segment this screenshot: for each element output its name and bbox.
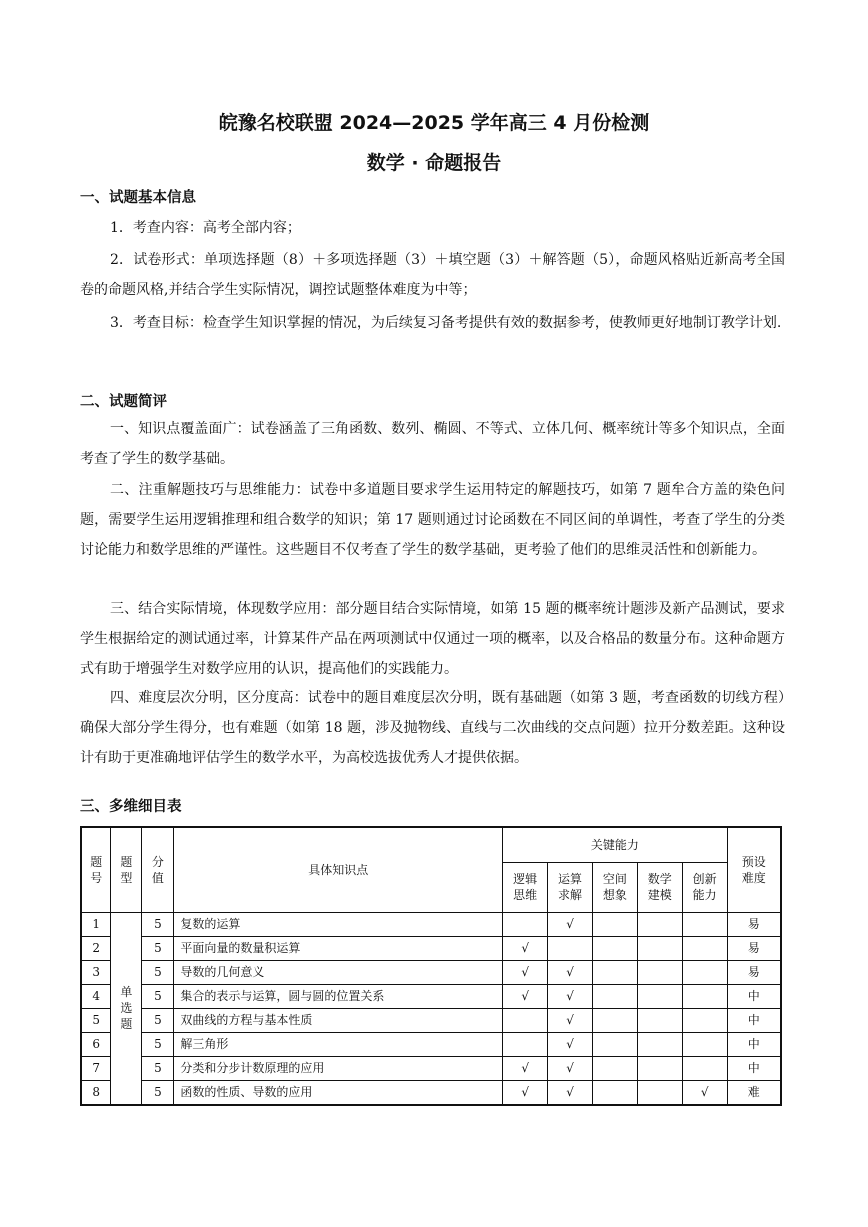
info-item-format: 2．试卷形式：单项选择题（8）＋多项选择题（3）＋填空题（3）＋解答题（5），命题风格贴近新高考全国卷的命题风格,并结合学生实际情况，调控试题整体难度为中等； <box>80 252 785 298</box>
table-row <box>81 984 781 1008</box>
cell-knowledge: 平面向量的数量积运算 <box>174 936 503 960</box>
cell-check-mark: √ <box>548 1080 593 1105</box>
cell-knowledge: 集合的表示与运算，圆与圆的位置关系 <box>174 984 503 1008</box>
cell-check-mark <box>637 1008 682 1032</box>
cell-difficulty: 易 <box>727 960 781 984</box>
cell-check-mark: √ <box>548 984 593 1008</box>
cell-difficulty: 中 <box>727 984 781 1008</box>
table-row <box>81 936 781 960</box>
cell-check-mark <box>637 960 682 984</box>
cell-num: 5 <box>81 1008 111 1032</box>
cell-score: 5 <box>142 936 174 960</box>
header-abilities: 关键能力 <box>503 827 727 862</box>
table-row <box>81 1032 781 1056</box>
cell-score: 5 <box>142 960 174 984</box>
cell-check-mark: √ <box>503 936 548 960</box>
cell-check-mark <box>503 912 548 936</box>
cell-score: 5 <box>142 1056 174 1080</box>
cell-num: 1 <box>81 912 111 936</box>
cell-difficulty: 易 <box>727 912 781 936</box>
cell-difficulty: 中 <box>727 1008 781 1032</box>
cell-knowledge: 复数的运算 <box>174 912 503 936</box>
table-row <box>81 1008 781 1032</box>
cell-score: 5 <box>142 1032 174 1056</box>
cell-score: 5 <box>142 984 174 1008</box>
header-type: 题 型 <box>111 827 142 912</box>
cell-difficulty: 难 <box>727 1080 781 1105</box>
header-knowledge: 具体知识点 <box>174 827 503 912</box>
review-paragraph-3: 三、结合实际情境，体现数学应用：部分题目结合实际情境，如第 15 题的概率统计题涉及新产品测试，要求学生根据给定的测试通过率，计算某件产品在两项测试中仅通过一项的概率，以及合格品的数量分布。这种命题方式有助于增强学生对数学应用的认识，提高他们的实践能力。 <box>80 601 785 677</box>
cell-difficulty: 中 <box>727 1056 781 1080</box>
cell-knowledge: 解三角形 <box>174 1032 503 1056</box>
review-paragraph-2: 二、注重解题技巧与思维能力：试卷中多道题目要求学生运用特定的解题技巧，如第 7 题牟合方盖的染色问题，需要学生运用逻辑推理和组合数学的知识；第 17 题则通过讨论函数在不同区间的单调性，考查了学生的分类讨论能力和数学思维的严谨性。这些题目不仅考查了学生的数学基础，更考验了他们的思维灵活性和创新能力。 <box>80 482 785 558</box>
table-row <box>81 960 781 984</box>
cell-check-mark <box>637 912 682 936</box>
cell-check-mark: √ <box>503 960 548 984</box>
review-paragraph-1: 一、知识点覆盖面广：试卷涵盖了三角函数、数列、椭圆、不等式、立体几何、概率统计等多个知识点，全面考查了学生的数学基础。 <box>80 421 785 467</box>
cell-check-mark <box>682 960 727 984</box>
cell-check-mark <box>592 912 637 936</box>
cell-knowledge: 函数的性质、导数的应用 <box>174 1080 503 1105</box>
header-ability-2: 空间 想象 <box>592 862 637 912</box>
cell-check-mark: √ <box>548 912 593 936</box>
table-row <box>81 1080 781 1105</box>
cell-knowledge: 导数的几何意义 <box>174 960 503 984</box>
header-ability-1: 运算 求解 <box>548 862 593 912</box>
cell-num: 8 <box>81 1080 111 1105</box>
table-row <box>81 1056 781 1080</box>
cell-check-mark <box>592 1032 637 1056</box>
header-num: 题 号 <box>81 827 111 912</box>
header-difficulty: 预设 难度 <box>727 827 781 912</box>
cell-check-mark <box>592 960 637 984</box>
cell-check-mark: √ <box>503 1080 548 1105</box>
cell-check-mark <box>503 1032 548 1056</box>
cell-knowledge: 双曲线的方程与基本性质 <box>174 1008 503 1032</box>
cell-difficulty: 易 <box>727 936 781 960</box>
header-ability-3: 数学 建模 <box>637 862 682 912</box>
cell-check-mark: √ <box>548 1008 593 1032</box>
cell-check-mark <box>637 1080 682 1105</box>
info-item-goal: 3．考查目标：检查学生知识掌握的情况，为后续复习备考提供有效的数据参考，使教师更好地制订教学计划. <box>110 315 782 331</box>
cell-check-mark <box>592 1080 637 1105</box>
cell-check-mark: √ <box>548 960 593 984</box>
cell-check-mark <box>592 1056 637 1080</box>
cell-knowledge: 分类和分步计数原理的应用 <box>174 1056 503 1080</box>
cell-num: 7 <box>81 1056 111 1080</box>
cell-check-mark <box>682 912 727 936</box>
cell-check-mark <box>682 1008 727 1032</box>
cell-check-mark: √ <box>548 1056 593 1080</box>
header-score: 分 值 <box>142 827 174 912</box>
section-heading-table: 三、多维细目表 <box>80 799 182 815</box>
cell-check-mark: √ <box>503 984 548 1008</box>
cell-check-mark <box>637 984 682 1008</box>
cell-score: 5 <box>142 1080 174 1105</box>
cell-score: 5 <box>142 1008 174 1032</box>
cell-score: 5 <box>142 912 174 936</box>
cell-check-mark: √ <box>548 1032 593 1056</box>
cell-check-mark: √ <box>503 1056 548 1080</box>
info-item-content: 1．考查内容：高考全部内容； <box>110 220 301 236</box>
cell-check-mark <box>637 936 682 960</box>
cell-check-mark <box>503 1008 548 1032</box>
cell-difficulty: 中 <box>727 1032 781 1056</box>
detail-table <box>80 826 782 1106</box>
cell-check-mark <box>682 1056 727 1080</box>
page-title: 皖豫名校联盟 2024—2025 学年高三 4 月份检测 <box>218 112 650 134</box>
section-heading-review: 二、试题简评 <box>80 394 167 410</box>
cell-check-mark <box>592 936 637 960</box>
cell-check-mark <box>682 1032 727 1056</box>
cell-check-mark <box>637 1032 682 1056</box>
cell-type: 单 选 题 <box>111 912 142 1105</box>
cell-check-mark <box>682 936 727 960</box>
cell-num: 2 <box>81 936 111 960</box>
page-subtitle: 数学 · 命题报告 <box>366 152 502 174</box>
cell-check-mark <box>682 984 727 1008</box>
cell-check-mark <box>592 984 637 1008</box>
section-heading-basic-info: 一、试题基本信息 <box>80 190 196 206</box>
cell-check-mark <box>592 1008 637 1032</box>
review-paragraph-4: 四、难度层次分明，区分度高：试卷中的题目难度层次分明，既有基础题（如第 3 题，考查函数的切线方程）确保大部分学生得分，也有难题（如第 18 题，涉及抛物线、直线与二次曲线的交点问题）拉开分数差距。这种设计有助于更准确地评估学生的数学水平，为高校选拔优秀人才提供依据。 <box>80 690 785 766</box>
table-row <box>81 912 781 936</box>
cell-check-mark: √ <box>682 1080 727 1105</box>
cell-check-mark <box>637 1056 682 1080</box>
cell-num: 4 <box>81 984 111 1008</box>
cell-num: 6 <box>81 1032 111 1056</box>
header-ability-0: 逻辑 思维 <box>503 862 548 912</box>
cell-check-mark <box>548 936 593 960</box>
cell-num: 3 <box>81 960 111 984</box>
header-ability-4: 创新 能力 <box>682 862 727 912</box>
